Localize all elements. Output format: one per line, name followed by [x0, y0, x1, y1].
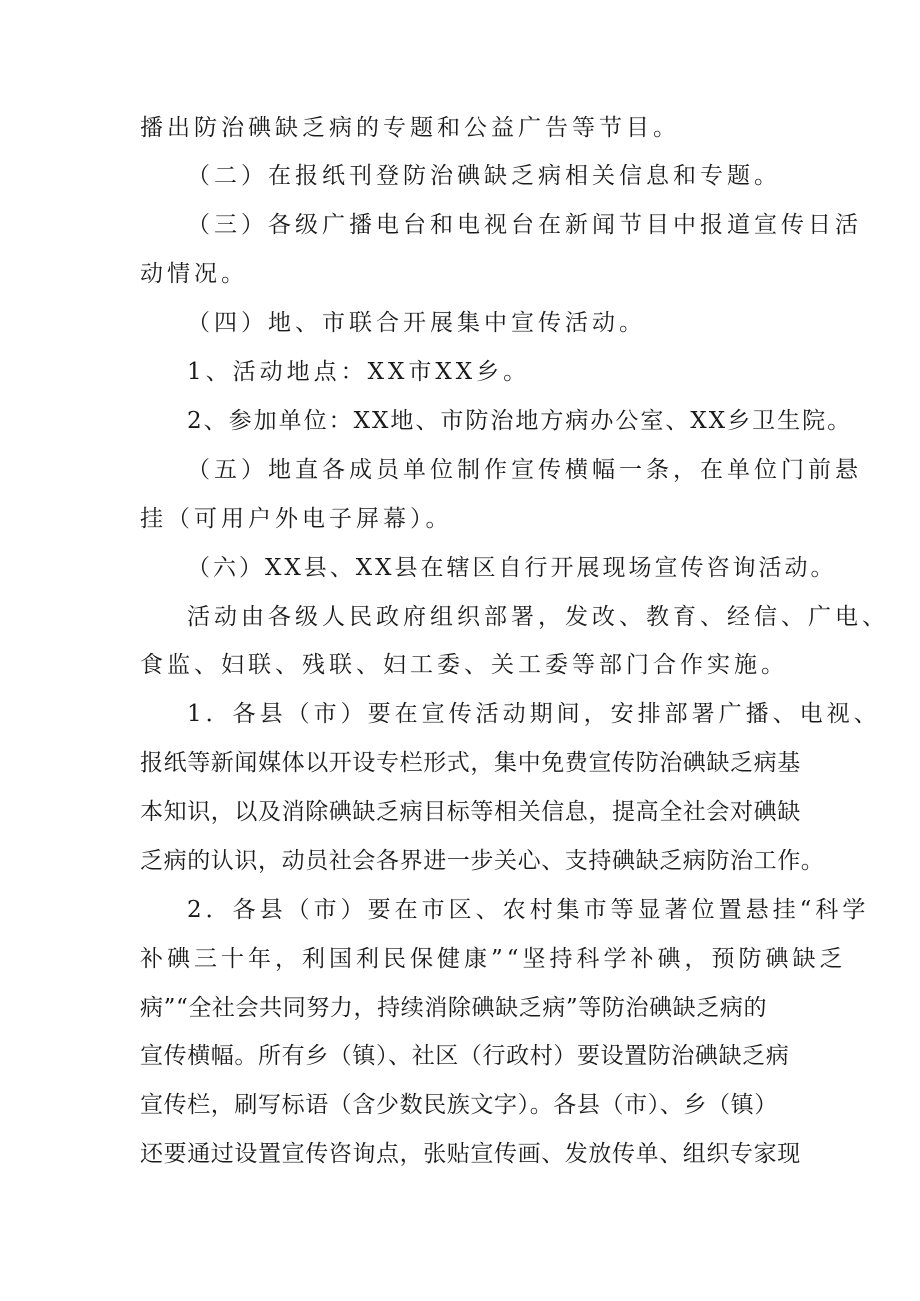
text-line: 宣传栏，刷写标语（含少数民族文字）。各县（市）、乡（镇） [140, 1092, 778, 1118]
text-line: 挂（可用户外电子屏幕）。 [140, 506, 453, 532]
text-line: 还要通过设置宣传咨询点，张贴宣传画、发放传单、组织专家现 [140, 1141, 801, 1167]
text-line: 活动由各级人民政府组织部署，发改、教育、经信、广电、 [187, 604, 889, 630]
text-line: （二）在报纸刊登防治碘缺乏病相关信息和专题。 [187, 163, 781, 189]
text-line: 食监、妇联、残联、妇工委、关工委等部门合作实施。 [140, 652, 788, 678]
text-line: （五）地直各成员单位制作宣传横幅一条，在单位门前悬 [187, 457, 862, 483]
text-line: 1、活动地点：XX市XX乡。 [187, 359, 531, 385]
text-line: 病”“全社会共同努力，持续消除碘缺乏病”等防治碘缺乏病的 [140, 995, 768, 1021]
text-line: 1．各县（市）要在宣传活动期间，安排部署广播、电视、 [187, 701, 881, 727]
text-line: 宣传横幅。所有乡（镇）、社区（行政村）要设置防治碘缺乏病 [140, 1043, 790, 1069]
text-line: （三）各级广播电台和电视台在新闻节目中报道宣传日活 [187, 212, 862, 238]
text-line: 2、参加单位：XX地、市防治地方病办公室、XX乡卫生院。 [187, 408, 853, 434]
text-line: 动情况。 [140, 261, 248, 287]
text-line: 报纸等新闻媒体以开设专栏形式，集中免费宣传防治碘缺乏病基 [140, 750, 801, 776]
text-line: 本知识，以及消除碘缺乏病目标等相关信息，提高全社会对碘缺 [140, 799, 801, 825]
text-line: 乏病的认识，动员社会各界进一步关心、支持碘缺乏病防治工作。 [140, 848, 825, 874]
text-line: 补碘三十年，利国利民保健康”“坚持科学补碘，预防碘缺乏 [140, 946, 847, 972]
text-line: （四）地、市联合开展集中宣传活动。 [187, 310, 646, 336]
text-line: （六）XX县、XX县在辖区自行开展现场宣传咨询活动。 [187, 555, 837, 581]
text-line: 播出防治碘缺乏病的专题和公益广告等节目。 [140, 115, 680, 141]
text-line: 2．各县（市）要在市区、农村集市等显著位置悬挂“科学 [187, 897, 870, 923]
